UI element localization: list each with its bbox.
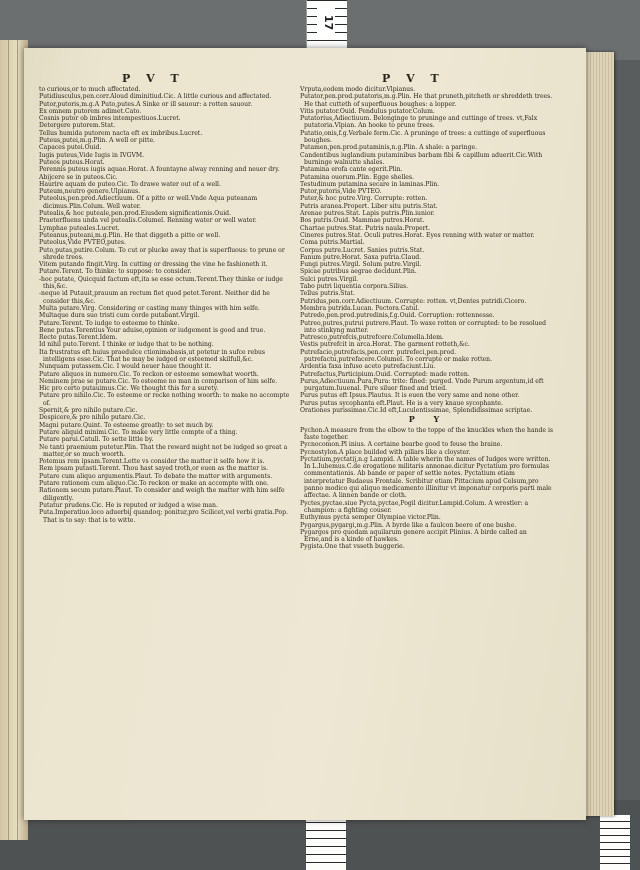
section-letters: P Y (408, 414, 448, 425)
dictionary-entry: Neminem prae se putare.Cic. To esteeme no man in comparison of him selfe. (39, 377, 278, 385)
dictionary-entry: Putare pro nihilo.Cic. To esteeme or recke nothing woorth: to make no accompte of. (39, 392, 290, 407)
dictionary-entry: to curious,or to much affectated. (39, 86, 141, 93)
dictionary-entry: -hoc putate, Quicquid factum eft,ita se esse octum.Terent.They thinke or iudge this,&c. (39, 275, 283, 291)
dictionary-entry: Putamina ouorum.Plin. Egge shelles. (300, 173, 414, 181)
dictionary-entry: Putredo,pen.prod.putredinis,f.g.Ouid. Corruption: rottennesse. (300, 312, 495, 320)
dictionary-entry: Arenae putres.Stat. Lapis putris.Plin.iunior. (300, 210, 435, 218)
right-column (300, 86, 556, 551)
dictionary-entry: -neque id Putauit,prauum an rectum fiet quod petet.Terent. Neither did he consider this,&c. (39, 290, 270, 305)
dictionary-entry: Candentibus iuglandium putaminibus barbam fibi & capillum aduerit.Cic.With burninge walnutte shales. (300, 151, 543, 166)
dictionary-entry: Puter,& hoc putre.Virg. Corrupte: rotten. (300, 195, 428, 203)
dictionary-entry: Pycnocomon.Pl inius. A certaine bearbe good to feuse the braine. (300, 441, 503, 449)
dictionary-entry: Nunquam putassem.Cic. I would neuer haue thought it. (39, 363, 212, 371)
dictionary-entry: Puta.Imperatiuo.loco aduerbij quandoq; ponitur,pro Scilicet,vel verbi gratia.Pop. That is to say: that is to witte. (39, 509, 288, 524)
dictionary-entry: Putatur prudens.Cic. He is reputed or iudged a wise man. (39, 501, 218, 509)
dictionary-entry: Putare cum aliquo argumentis.Plaut. To debate the matter with arguments. (39, 472, 273, 480)
dictionary-entry: Putamen,pen.prod.putaminis,n.g.Plin. A shale: a paringe. (300, 144, 478, 152)
dictionary-entry: Cosnis putor ob imbres intempestiuos.Lucret. (39, 115, 181, 123)
dictionary-entry: Putare parui.Catull. To sette little by. (39, 436, 154, 444)
dictionary-entry: Putidiusculus,pen.corr.Aloud diminitiud.Cic. A little curious and affectated. (39, 93, 272, 101)
dictionary-entry: Puteos puteus.Horat. (39, 158, 105, 166)
dictionary-entry: Iugis puteus,Vide Iugis in IVGVM. (39, 151, 145, 159)
dictionary-entry: Putresco,putrefcis,putrefcere.Columella.Idem. (300, 334, 444, 342)
dictionary-entry: Putrefactus,Participium.Ouid. Corrupted: made rotten. (300, 370, 470, 378)
dictionary-entry: Puteum,neutro genere.Ulpianus. (39, 188, 141, 196)
dictionary-entry: Pygargus,pygargi,m.g.Plin. A byrde like a faulcon beere of one bushe. (300, 521, 517, 529)
dictionary-entry: Putreo,putres,putrui putrere.Plaut. To waxe rotten or corrupted: to be resolued into stinkyng matter. (300, 319, 546, 334)
dictionary-entry: Putare aliquos in numero.Cic. To reckon or esteeme somewhat woorth. (39, 370, 259, 378)
dictionary-entry: Vrputa,eodem modo dicitur.Vlpianus. (300, 86, 416, 93)
dictionary-entry: Haurire aquam de puteo.Cic. To drawe water out of a well. (39, 180, 221, 188)
dictionary-entry: Purus putus sycophanta eft.Plaut. He is a very knaue sycophante. (300, 399, 503, 407)
ruler-label: 17 (317, 8, 335, 38)
dictionary-entry: Bene putas.Terentius Your aduise,opinion or iudgement is good and true. (39, 326, 266, 334)
dictionary-entry: Multaque dura suo tristi cum corde putabant.Virgil. (39, 312, 200, 320)
dictionary-entry: Magni putare.Quint. To esteeme greatly: to set much by. (39, 421, 214, 429)
dictionary-entry: Fungi putres.Virgil. Solum putre.Virgil. (300, 261, 422, 269)
dictionary-entry: Pychon.A measure from the elbow to the toppe of the knuckles when the hande is faste together. (300, 426, 554, 441)
dictionary-entry: Ardentia faxa infuso aceto putrefaciunt.Liu. (300, 363, 436, 371)
dictionary-entry: Purus,Adiectiuum.Pura,Pura: trite: fined: purged. Vnde Purum argentum,id eft purgatum.Iuuenal. Pure siluer fined and tried. (300, 377, 544, 393)
dictionary-entry: Tabo putri liquentia corpora.Silius. (300, 283, 409, 291)
dictionary-entry: Tellus humida putorem nacta eft ex imbribus.Lucret. (39, 129, 203, 137)
dictionary-entry: Hic pro certo putauimus.Cic. We thought this for a surety. (39, 385, 219, 393)
dictionary-entry: Putor,putoris,m.g.A Puto,putes.A Sinke or ill sauour: a rotten sauour. (39, 100, 253, 108)
dictionary-entry: Cineres putres.Stat. Oculi putres.Horat. Eyes renning with water or matter. (300, 231, 535, 239)
dictionary-entry: Putare.Terent. To iudge to esteeme to thinke. (39, 319, 180, 327)
dictionary-entry: Putare.Terent. To thinke: to suppose: to consider. (39, 268, 192, 276)
dictionary-entry: Corpus putre.Lucret. Sanies putris.Stat. (300, 246, 425, 254)
dictionary-entry: Testudinum putamina secare in laminas.Plin. (300, 180, 440, 188)
page-edge-stack (584, 52, 614, 816)
dictionary-entry: Putare rationem cum aliquo.Cic.To reckon or make an accompte with one. (39, 480, 269, 488)
scale-ruler-bottom (306, 815, 346, 870)
dictionary-entry: Pygargos pro quodam aquilarum genere accipit Plinius. A birde called an Erne,and is a kinde of hawkes. (300, 528, 527, 544)
dictionary-entry: Putatorius,Adiectiuum. Belonginge to pruninge and cuttinge of trees. vt,Falx putatoria.Vlpian. An hooke to prune trees. (300, 115, 538, 130)
dictionary-entry: Ex omnem putorem adimet.Cato. (39, 107, 142, 115)
scale-ruler-top (306, 0, 347, 48)
dictionary-entry: Perennis puteus iugis aquae.Horat. A fountayne alway renning and neuer dry. (39, 166, 280, 174)
dictionary-entry: Chartae putres.Stat. Putris naula.Propert. (300, 224, 431, 232)
dictionary-entry: Rem ipsam putasti.Terent. Thou hast sayed troth,or euen as the matter is. (39, 465, 269, 473)
dictionary-entry: Abijcere se in puteos.Cic. (39, 173, 118, 181)
dictionary-entry: Spicae putribus aegrae decidunt.Plin. (300, 268, 417, 276)
dictionary-entry: Praeterfluens unda vel putealis.Columel. Renning water or well water. (39, 217, 257, 225)
dictionary-entry: Vitem putando fingit.Virg. In cutting or dressing the vine he fashioneth it. (39, 261, 268, 269)
dictionary-entry: Pygista.One that vsseth buggerie. (300, 543, 405, 551)
dictionary-entry: Lymphae puteales.Lucret. (39, 224, 120, 232)
left-column (39, 86, 295, 524)
dictionary-entry: Spernit,& pro nihilo putare.Cic. (39, 407, 138, 415)
dictionary-entry: Recte putas.Terent.Idem. (39, 334, 118, 342)
dictionary-entry: Id nihil puto.Terent. I thinke or iudge that to be nothing. (39, 341, 214, 349)
dictionary-entry: Putamina erofa cante egerit.Plin. (300, 166, 403, 174)
dictionary-entry: Vitis putator.Ouid. Pendulus putator.Colum. (300, 107, 435, 115)
dictionary-entry: Multa putare.Virg. Considering or casting many thinges with him selfe. (39, 304, 260, 312)
dictionary-entry: Capaces putei.Ouid. (39, 144, 102, 152)
dictionary-entry: Puteus,putei,m.g.Plin. A well or pitte. (39, 137, 155, 145)
running-head-left: P V T (122, 72, 185, 85)
dictionary-entry: Putrefacio,putrefacis,pen.corr. putrefeci,pen.prod. putrefactu,putrefacere.Columel. To corrupte or make rotten. (300, 348, 493, 363)
dictionary-entry: Potemus rem ipsam.Terent.Lette vs consider the matter it selfe how it is. (39, 458, 265, 466)
dictionary-entry: Vestis putrefcit in arca.Horat. The garment rotteth,&c. (300, 341, 470, 349)
dictionary-entry: Putridus,pen.corr.Adiectiuum. Corrupte: rotten. vt,Dentes putridi.Cicero. (300, 297, 527, 305)
right-column-pu-entries (300, 86, 556, 414)
running-head-right: P V T (382, 72, 445, 85)
dictionary-entry: Ne tanti praemium putetur.Plin. That the reward might not be iudged so great a matter,or so much woorth. (39, 443, 288, 458)
dictionary-entry: Pycnostylon.A place builded with pillars like a cloyster. (300, 448, 471, 456)
dictionary-entry: Tellus putris.Stat. (300, 290, 355, 298)
dictionary-entry: Rationem secum putare.Plaut. To consider and weigh the matter with him selfe diligently. (39, 487, 285, 502)
dictionary-entry: Putealis,& hoc puteale,pen.prod.Eiusdem significationis.Ouid. (39, 210, 232, 218)
dictionary-entry: Pyctatium,pyctatij,n.g Lampid. A table wherin the names of Iudges were written. In L.Iubemus.C.de erogatione militaris annonae.dicitur Pyctatium pro formulas commentationis. Ab bande or paper of settle notes. Pyctatium etiam interpretatur Budaeus Frontale. Scribitur etiam Pittacium apud Celsum,pro panno modico qui aliquo medicamento illinitur vt imponatur corporis parti male affectae. A linnen bande or cloth. (300, 455, 552, 500)
dictionary-entry: Puto,putas,putire.Colum. To cut or plucke away that is superfluous: to prune or shrede trees. (39, 246, 285, 261)
dictionary-entry: Ita frustratus eft huius praedulce ctionimabasis,ut potetur in sufce rebus intelligens esse.Cic. That he may be iudged or esteemed skilfull,&c. (39, 348, 266, 363)
dictionary-entry: Detergere putorem.Stat. (39, 122, 116, 130)
dictionary-entry: Putator,pen.prod.putatoris,m.g.Plin. He that pruneth,pitcheth or shreddeth trees. He that cutteth of superfluous boughes: a lopper. (300, 93, 553, 108)
dictionary-entry: Putare aliquid minimi.Cic. To make very little compte of a thing. (39, 428, 238, 436)
dictionary-entry: Despicere,& pro nihilo putare.Cic. (39, 414, 146, 422)
dictionary-entry: Fanum putre.Horat. Saxa putria.Claud. (300, 253, 422, 261)
dictionary-entry: Putris aranea.Propert. Liber situ putris.Stat. (300, 202, 438, 210)
dictionary-entry: Bos putris.Ouid. Mammae putres.Horat. (300, 217, 425, 225)
dictionary-entry: Putor,putoris,Vide PVTEO. (300, 188, 382, 196)
dictionary-entry: Sulci putres.Virgil. (300, 275, 359, 283)
dictionary-entry: Puteolus,pen.prod.Adiectiuum. Of a pitte or well.Vnde Aqua puteanam dicimus.Plin.Colum. Well water. (39, 195, 258, 210)
dictionary-entry: Coma putris.Martial. (300, 239, 365, 247)
dictionary-entry: Orationes purissimae.Cic.Id eft,Luculentissimae, Splendidissimae scriptae. (300, 407, 533, 415)
dictionary-entry: Puteolus,Vide PVTEO,putes. (39, 239, 126, 247)
right-column-py-entries (300, 427, 556, 551)
dictionary-entry: Putatio,onis,f.g.Verbale ferm.Cic. A pruninge of trees: a cuttinge of superfluous boughes. (300, 129, 546, 145)
dictionary-entry: Pyctes,pyctae.siue Pycta,pyctae,Pogil dicitur.Lampid.Colum. A wrestler: a champion: a fighting couser. (300, 499, 529, 514)
dictionary-entry: Membra putrida.Lucan. Pectora.Catul. (300, 304, 420, 312)
dictionary-entry: Euthymus pycta semper Olympiae victor.Plin. (300, 514, 441, 522)
dictionary-entry: Puteanus,puteani,m.g.Plin. He that diggeth a pitte or well. (39, 231, 221, 239)
scale-ruler-bottom-right (600, 815, 630, 870)
dictionary-entry: Purus putus eft Ipsus.Plautus. It is euen the very same and none other. (300, 392, 520, 400)
